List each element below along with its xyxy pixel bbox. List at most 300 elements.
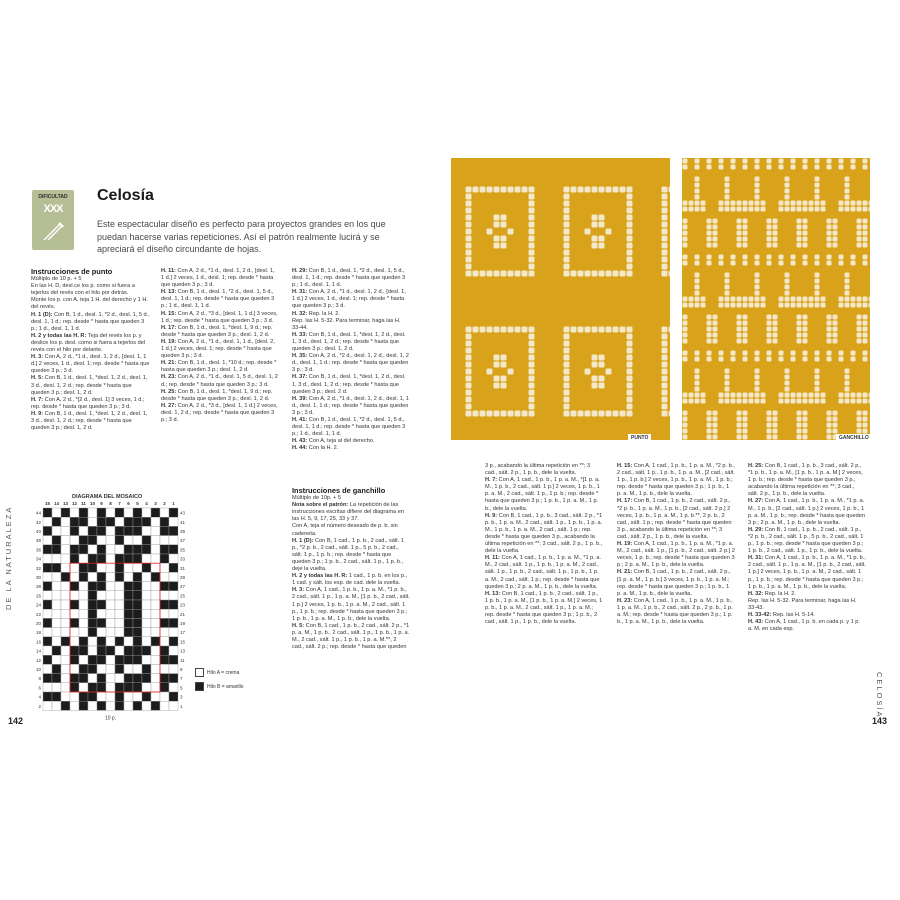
swatch-stitch (627, 369, 633, 375)
swatch-stitch (683, 243, 688, 248)
swatch-stitch (662, 243, 668, 249)
swatch-stitch (797, 231, 802, 236)
chart-cell (169, 600, 178, 609)
swatch-stitch (737, 303, 742, 308)
chart-cell (160, 591, 169, 600)
swatch-stitch (473, 327, 479, 333)
chart-cell (169, 637, 178, 646)
swatch-stitch (833, 423, 838, 428)
chart-cell (151, 609, 160, 618)
swatch-stitch (494, 215, 500, 221)
swatch-stitch (494, 383, 500, 389)
swatch-stitch (662, 383, 668, 389)
swatch-stitch (833, 225, 838, 230)
row-label: H. 32: (748, 590, 764, 597)
swatch-stitch (815, 393, 820, 398)
swatch-stitch (791, 393, 796, 398)
swatch-stitch (599, 355, 605, 361)
swatch-stitch (797, 297, 802, 302)
swatch-stitch (578, 327, 584, 333)
swatch-stitch (662, 362, 668, 368)
instruction-line: H. 29: Con B, 1 d., desl. 1, *2 d., desl. 1, 5 d., desl. 1, 1 d.; rep. desde * hasta que queden 3 p.; 1 d., desl. 1, 1 d. (292, 268, 406, 289)
swatch-stitch (737, 315, 742, 320)
swatch-stitch (713, 219, 718, 224)
chart-cell (124, 637, 133, 646)
swatch-stitch (827, 351, 832, 356)
swatch-stitch (737, 393, 742, 398)
swatch-stitch (863, 411, 868, 416)
swatch-stitch (585, 327, 591, 333)
swatch-stitch (669, 271, 671, 277)
swatch-stitch (707, 429, 712, 434)
instruction-line: H. 32: Rep. la H. 2. (748, 590, 796, 597)
swatch-stitch (755, 387, 760, 392)
swatch-stitch (564, 201, 570, 207)
swatch-stitch (731, 159, 736, 164)
swatch-stitch (564, 376, 570, 382)
chart-row-number-left: 22 (35, 611, 41, 617)
swatch-stitch (791, 297, 796, 302)
swatch-stitch (791, 201, 796, 206)
swatch-stitch (529, 264, 535, 270)
swatch-stitch (797, 411, 802, 416)
swatch-stitch (695, 381, 700, 386)
chart-cell (43, 600, 52, 609)
swatch-stitch (749, 207, 754, 212)
swatch-stitch (494, 222, 500, 228)
swatch-stitch (737, 219, 742, 224)
swatch-stitch (773, 339, 778, 344)
swatch-stitch (839, 297, 844, 302)
swatch-stitch (749, 297, 754, 302)
swatch-stitch (839, 357, 844, 362)
chart-cell (115, 628, 124, 637)
swatch-stitch (845, 195, 850, 200)
swatch-stitch (627, 404, 633, 410)
chart-cell (106, 637, 115, 646)
swatch-stitch (662, 355, 668, 361)
swatch-stitch (529, 390, 535, 396)
chart-cell (43, 591, 52, 600)
swatch-stitch (529, 257, 535, 263)
swatch-stitch (755, 261, 760, 266)
swatch-stitch (725, 195, 730, 200)
chart-cell (88, 609, 97, 618)
swatch-stitch (755, 195, 760, 200)
chart-col-number: 7 (118, 501, 121, 506)
swatch-stitch (695, 399, 700, 404)
swatch-stitch (725, 273, 730, 278)
instruction-line: H. 41: Con B, 1 d., desl. 1, *2 d., desl. 1, 5 d., desl. 1, 1 d.; rep. desde * hasta que queden 3 p.; 1 d., desl. 1, 1 d. (292, 416, 406, 438)
chart-cell (124, 664, 133, 673)
swatch-stitch (592, 187, 598, 193)
chart-cell (88, 646, 97, 655)
swatch-stitch (815, 387, 820, 392)
swatch-stitch (785, 303, 790, 308)
chart-cell (52, 674, 61, 683)
chart-cell (79, 609, 88, 618)
chart-cell (151, 683, 160, 692)
swatch-stitch (713, 327, 718, 332)
swatch-stitch (725, 369, 730, 374)
chart-cell (106, 692, 115, 701)
chart-cell (88, 591, 97, 600)
swatch-stitch (743, 219, 748, 224)
chart-cell (151, 591, 160, 600)
swatch-stitch (767, 237, 772, 242)
swatch-stitch (466, 201, 472, 207)
swatch-stitch (695, 297, 700, 302)
chart-cell (43, 526, 52, 535)
chart-cell (97, 600, 106, 609)
chart-cell (79, 536, 88, 545)
swatch-stitch (571, 411, 577, 417)
chart-cell (115, 618, 124, 627)
swatch-stitch (683, 339, 688, 344)
swatch-stitch (707, 435, 712, 440)
swatch-stitch (599, 362, 605, 368)
swatch-stitch (695, 375, 700, 380)
chart-col-number: 4 (145, 501, 148, 506)
chart-cell (61, 563, 70, 572)
difficulty-marks: XXX (43, 203, 63, 215)
swatch-stitch (755, 303, 760, 308)
chart-cell (142, 655, 151, 664)
swatch-stitch (851, 399, 856, 404)
swatch-stitch (815, 381, 820, 386)
chart-cell (88, 655, 97, 664)
swatch-stitch (863, 201, 868, 206)
swatch-stitch (719, 159, 724, 164)
swatch-stitch (480, 187, 486, 193)
chart-cell (97, 701, 106, 710)
chart-cell (106, 591, 115, 600)
swatch-stitch (839, 255, 844, 260)
swatch-stitch (737, 243, 742, 248)
swatch-stitch (779, 255, 784, 260)
page-number-left: 142 (8, 716, 24, 726)
swatch-stitch (508, 187, 514, 193)
swatch-stitch (863, 243, 868, 248)
knit-column-3 (292, 268, 410, 452)
chart-cell (160, 618, 169, 627)
swatch-stitch (725, 291, 730, 296)
swatch-stitch (707, 417, 712, 422)
swatch-stitch (466, 208, 472, 214)
swatch-stitch (767, 435, 772, 440)
swatch-stitch (695, 159, 700, 164)
swatch-stitch (743, 201, 748, 206)
swatch-stitch (767, 327, 772, 332)
swatch-stitch (809, 207, 814, 212)
chart-cell (133, 536, 142, 545)
swatch-stitch (627, 383, 633, 389)
chart-cell (61, 526, 70, 535)
swatch-stitch (662, 369, 668, 375)
swatch-stitch (863, 165, 868, 170)
chart-cell (97, 609, 106, 618)
chart-row-number-right: 29 (180, 575, 186, 581)
swatch-stitch (785, 207, 790, 212)
chart-cell (79, 600, 88, 609)
swatch-stitch (845, 381, 850, 386)
swatch-stitch (773, 327, 778, 332)
instruction-line: H. 25: Con B, 1 d., desl. 1, *desl. 1, 9 d.; rep. desde * hasta que queden 3 p.; desl. 1, 2 d. (161, 388, 273, 402)
swatch-stitch (466, 404, 472, 410)
chart-cell (142, 674, 151, 683)
swatch-stitch (466, 369, 472, 375)
swatch-stitch (743, 423, 748, 428)
swatch-stitch (585, 187, 591, 193)
swatch-stitch (731, 357, 736, 362)
swatch-stitch (809, 399, 814, 404)
swatch-stitch (803, 315, 808, 320)
swatch-stitch (731, 261, 736, 266)
swatch-stitch (833, 243, 838, 248)
swatch-stitch (773, 225, 778, 230)
swatch-stitch (689, 393, 694, 398)
swatch-stitch (564, 236, 570, 242)
swatch-stitch (707, 327, 712, 332)
swatch-stitch (803, 423, 808, 428)
chart-cell (169, 628, 178, 637)
chart-cell (133, 637, 142, 646)
chart-cell (79, 517, 88, 526)
chart-cell (97, 628, 106, 637)
swatch-stitch (564, 264, 570, 270)
swatch-stitch (773, 435, 778, 440)
chart-cell (97, 582, 106, 591)
chart-col-number: 13 (62, 501, 69, 506)
instruction-line: H. 13: Con B, 1 d., desl. 1, *2 d., desl. 1, 5 d., desl. 1, 1 d.; rep. desde * hasta que queden 3 p.; 1 d., desl. 1, 1 d. (161, 289, 275, 310)
swatch-stitch (785, 399, 790, 404)
chart-row-number-left: 14 (35, 648, 41, 654)
swatch-stitch (683, 207, 688, 212)
chart-cell (124, 517, 133, 526)
swatch-stitch (662, 229, 668, 235)
swatch-stitch (564, 257, 570, 263)
swatch-stitch (494, 236, 500, 242)
instruction-line: En las H. D, desl.ce los p. como si fuera a tejerlos del revés con el hilo por detrás. (31, 283, 135, 297)
swatch-stitch (845, 375, 850, 380)
chart-repeat-label: 10 p. (104, 715, 117, 722)
chart-row-number-left: 32 (35, 565, 41, 571)
chart-legend (195, 668, 244, 696)
row-label: H. 15: (161, 310, 177, 317)
swatch-stitch (797, 321, 802, 326)
chart-cell (115, 692, 124, 701)
swatch-stitch (606, 271, 612, 277)
swatch-stitch (827, 159, 832, 164)
swatch-stitch (791, 351, 796, 356)
swatch-stitch (669, 187, 671, 193)
swatch-stitch (585, 229, 591, 235)
swatch-stitch (564, 390, 570, 396)
row-label: H. 29: (748, 526, 764, 533)
chart-row-number-left: 24 (35, 602, 41, 608)
swatch-stitch (662, 404, 668, 410)
chart-cell (124, 554, 133, 563)
swatch-stitch (662, 334, 668, 340)
chart-cell (160, 646, 169, 655)
chart-cell (97, 536, 106, 545)
chart-cell (88, 545, 97, 554)
swatch-stitch (803, 255, 808, 260)
swatch-stitch (743, 303, 748, 308)
row-label: H. 17: (617, 498, 633, 505)
chart-cell (70, 655, 79, 664)
swatch-stitch (599, 236, 605, 242)
chart-cell (124, 628, 133, 637)
swatch-stitch (529, 334, 535, 340)
swatch-stitch (707, 225, 712, 230)
chart-cell (70, 526, 79, 535)
chart-cell (61, 517, 70, 526)
instruction-line: H. 3: Con A, 2 d., *1 d., desl. 1, 2 d., [desl. 1, 1 d.] 2 veces, 1 d., desl. 1; rep. desde * hasta que queden 3 p.; 3 d. (31, 354, 150, 375)
swatch-stitch (529, 348, 535, 354)
swatch-stitch (797, 315, 802, 320)
chart-cell (142, 600, 151, 609)
chart-col-number: 3 (154, 501, 157, 506)
row-label: Nota sobre el patrón: (292, 502, 349, 509)
chart-cell (142, 536, 151, 545)
swatch-stitch (564, 187, 570, 193)
row-label: H. 25: (161, 388, 177, 395)
swatch-stitch (755, 357, 760, 362)
swatch-stitch (779, 297, 784, 302)
chart-row-number-right: 13 (180, 648, 186, 654)
chart-cell (79, 545, 88, 554)
swatch-stitch (606, 187, 612, 193)
swatch-stitch (869, 303, 871, 308)
swatch-stitch (785, 375, 790, 380)
swatch-stitch (529, 404, 535, 410)
chart-cell (133, 674, 142, 683)
swatch-stitch (662, 187, 668, 193)
chart-cell (151, 545, 160, 554)
swatch-stitch (743, 297, 748, 302)
crochet-col3-list (617, 463, 735, 626)
chart-cell (169, 582, 178, 591)
swatch-stitch (508, 271, 514, 277)
swatch-stitch (833, 327, 838, 332)
chart-cell (61, 637, 70, 646)
swatch-stitch (863, 357, 868, 362)
swatch-stitch (683, 165, 688, 170)
chart-row-number-left: 36 (35, 547, 41, 553)
swatch-stitch (863, 207, 868, 212)
swatch-stitch (564, 334, 570, 340)
swatch-stitch (564, 208, 570, 214)
swatch-stitch (815, 207, 820, 212)
swatch-stitch (755, 177, 760, 182)
swatch-stitch (529, 229, 535, 235)
chart-cell (142, 664, 151, 673)
swatch-stitch (466, 257, 472, 263)
swatch-stitch (785, 381, 790, 386)
swatch-stitch (529, 187, 535, 193)
chart-cell (169, 683, 178, 692)
needles-icon (42, 220, 64, 242)
swatch-stitch (613, 327, 619, 333)
swatch-stitch (779, 393, 784, 398)
chart-cell (169, 563, 178, 572)
swatch-stitch (779, 261, 784, 266)
swatch-stitch (803, 207, 808, 212)
swatch-stitch (851, 351, 856, 356)
swatch-stitch (857, 399, 862, 404)
swatch-stitch (487, 369, 493, 375)
chart-cell (115, 646, 124, 655)
chart-cell (133, 545, 142, 554)
swatch-stitch (779, 399, 784, 404)
chart-cell (115, 609, 124, 618)
instruction-line: H. 23: Con A, 2 d., *1 d., desl. 1, 5 d., desl. 1, 2 d.; rep. desde * hasta que queden 3 p.; 3 d. (161, 374, 278, 388)
row-label: H. 15: (617, 463, 633, 469)
swatch-stitch (857, 333, 862, 338)
crochet-col4-list (748, 463, 866, 633)
swatch-stitch (613, 187, 619, 193)
swatch-stitch (821, 207, 826, 212)
swatch-stitch (833, 339, 838, 344)
chart-cell (97, 664, 106, 673)
chart-cell (151, 655, 160, 664)
swatch-stitch (695, 177, 700, 182)
chart-cell (169, 536, 178, 545)
row-label: H. 43: (292, 438, 308, 445)
chart-cell (115, 683, 124, 692)
chart-cell (124, 526, 133, 535)
chart-row-number-right: 31 (180, 565, 186, 571)
swatch-stitch (857, 321, 862, 326)
swatch-stitch (578, 187, 584, 193)
swatch-stitch (773, 411, 778, 416)
instruction-line: H. 44: Con la H. 2. (292, 445, 339, 452)
swatch-stitch (785, 393, 790, 398)
chart-cell (61, 628, 70, 637)
swatch-stitch (620, 187, 626, 193)
swatch-stitch (731, 165, 736, 170)
swatch-stitch (797, 333, 802, 338)
swatch-stitch (627, 271, 633, 277)
swatch-stitch (827, 435, 832, 440)
swatch-stitch (761, 393, 766, 398)
swatch-stitch (564, 397, 570, 403)
instruction-line: H. 17: Con B, 1 d., desl. 1, *desl. 1, 9 d.; rep. desde * hasta que queden 3 p.; desl. 1, 2 d. (161, 324, 273, 338)
chart-cell (97, 554, 106, 563)
swatch-stitch (863, 297, 868, 302)
swatch-stitch (695, 357, 700, 362)
swatch-stitch (725, 183, 730, 188)
chart-cell (43, 692, 52, 701)
chart-cell (97, 674, 106, 683)
swatch-stitch (767, 423, 772, 428)
row-label: H. 27: (161, 402, 177, 409)
swatch-stitch (707, 255, 712, 260)
instruction-line: Múltiplo de 10p. + 5 (292, 495, 341, 502)
swatch-stitch (803, 357, 808, 362)
swatch-stitch (857, 315, 862, 320)
swatch-stitch (797, 303, 802, 308)
chart-cell (52, 554, 61, 563)
chart-row-number-left: 12 (35, 657, 41, 663)
chart-row-number-left: 16 (35, 639, 41, 645)
chart-cell (43, 508, 52, 517)
swatch-stitch (627, 334, 633, 340)
row-label: H. 39: (292, 395, 308, 402)
swatch-stitch (487, 187, 493, 193)
swatch-stitch (627, 201, 633, 207)
